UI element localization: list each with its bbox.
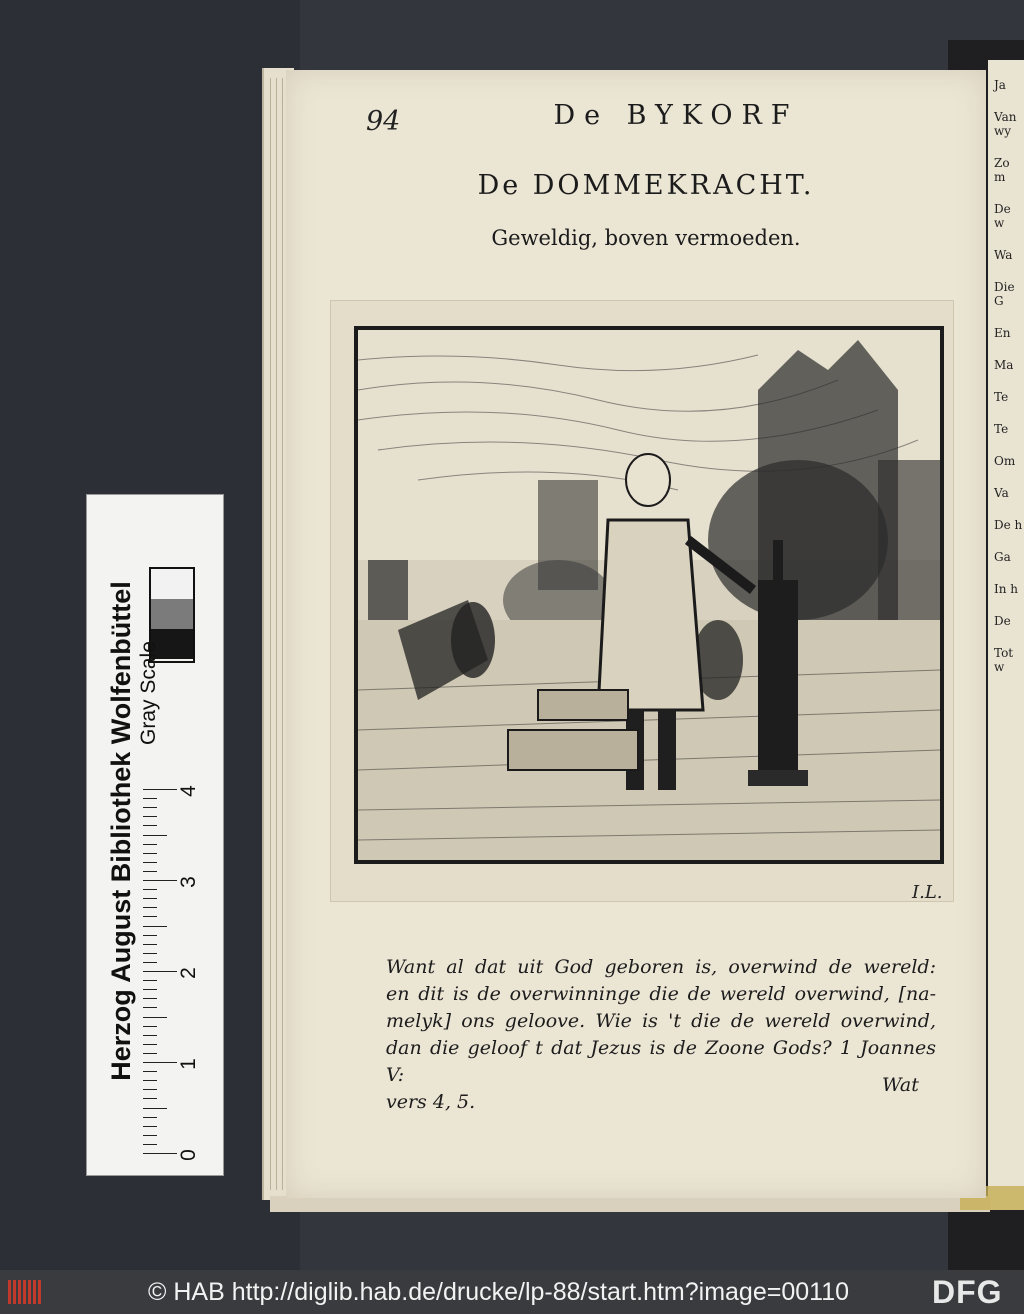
ruler-tick — [143, 871, 157, 872]
ruler-tick — [143, 816, 157, 817]
ruler-tick — [143, 980, 157, 981]
scale-number: 1 — [176, 1058, 200, 1070]
ruler-tick — [143, 935, 157, 936]
ruler-tick — [143, 1098, 157, 1099]
hab-logo-bar — [33, 1280, 36, 1304]
engraver-signature: I.L. — [912, 882, 943, 903]
facing-page-fragment — [988, 60, 1024, 1210]
ruler-tick — [143, 807, 157, 808]
ruler-tick — [143, 962, 157, 963]
hab-logo-bar — [38, 1280, 41, 1304]
page-number: 94 — [366, 106, 401, 137]
institution-name: Herzog August Bibliothek Wolfenbüttel — [106, 581, 136, 1081]
facing-page-word: Wa — [994, 248, 1013, 262]
facing-page-word: De h — [994, 518, 1023, 532]
engraving-illustration — [354, 326, 944, 864]
page-bottom-edge — [270, 1196, 990, 1212]
ruler-tick — [143, 880, 177, 881]
facing-page-word: En — [994, 326, 1011, 340]
ruler-tick — [143, 1108, 167, 1109]
facing-page-word: Ga — [994, 550, 1011, 564]
ruler-ticks — [143, 771, 207, 1161]
facing-page-word: De — [994, 614, 1011, 628]
facing-page-word: De w — [994, 202, 1011, 230]
facing-page-word: Te — [994, 422, 1009, 436]
running-header: De BYKORF — [553, 100, 799, 131]
emblem-title: De DOMMEKRACHT. — [477, 170, 815, 201]
verse-line: dan die geloof t dat Jezus is de Zoone Gods? 1 Joannes V: — [386, 1037, 936, 1086]
swatch-gray — [151, 599, 193, 629]
hab-logo-bar — [18, 1280, 21, 1304]
ruler-tick — [143, 907, 157, 908]
ruler-tick — [143, 789, 177, 790]
ruler-tick — [143, 1126, 157, 1127]
ruler-tick — [143, 1071, 157, 1072]
ruler-tick — [143, 944, 157, 945]
hab-logo-bar — [8, 1280, 11, 1304]
ruler-tick — [143, 971, 177, 972]
verse-line: en dit is de overwinninge die de wereld overwind, [na- — [386, 983, 936, 1005]
ruler-tick — [143, 798, 157, 799]
ruler-tick — [143, 1117, 157, 1118]
footer-bar — [0, 1270, 1024, 1314]
ruler-tick — [143, 853, 157, 854]
hab-logo-bar — [28, 1280, 31, 1304]
facing-page-word: Va — [994, 486, 1009, 500]
dfg-logo: DFG — [932, 1274, 1003, 1310]
emblem-motto: Geweldig, boven vermoeden. — [491, 226, 801, 250]
ruler-tick — [143, 953, 157, 954]
ruler-tick — [143, 1026, 157, 1027]
ruler-tick — [143, 926, 167, 927]
ruler-tick — [143, 1007, 157, 1008]
verse-line: melyk] ons geloove. Wie is 't die de wereld overwind, — [386, 1010, 936, 1032]
hab-bars-icon — [8, 1278, 44, 1306]
scripture-verse — [386, 954, 936, 1116]
facing-page-word: Tot w — [994, 646, 1014, 674]
scale-number: 0 — [176, 1149, 200, 1161]
ruler-tick — [143, 1080, 157, 1081]
gray-scale-label: Gray Scale — [137, 641, 160, 745]
facing-page-word: Ja — [994, 78, 1006, 92]
scale-number: 2 — [176, 967, 200, 979]
ruler-tick — [143, 1053, 157, 1054]
facing-page-word: Die G — [994, 280, 1015, 308]
scale-ruler — [86, 494, 224, 1176]
ruler-tick — [143, 1062, 177, 1063]
facing-page-word: In h — [994, 582, 1019, 596]
scale-number: 3 — [176, 876, 200, 888]
facing-page-word: Zo m — [994, 156, 1010, 184]
ruler-tick — [143, 862, 157, 863]
verse-line: vers 4, 5. — [386, 1091, 476, 1113]
ruler-tick — [143, 916, 157, 917]
ruler-tick — [143, 898, 157, 899]
ruler-tick — [143, 1035, 157, 1036]
ruler-tick — [143, 1089, 157, 1090]
hab-logo-bar — [23, 1280, 26, 1304]
ruler-tick — [143, 889, 157, 890]
ruler-tick — [143, 1144, 157, 1145]
book-page — [286, 70, 986, 1198]
ruler-tick — [143, 1017, 167, 1018]
ruler-tick — [143, 844, 157, 845]
ruler-tick — [143, 835, 167, 836]
verse-line: Want al dat uit God geboren is, overwind de wereld: — [386, 956, 936, 978]
scale-number: 4 — [176, 785, 200, 797]
hab-logo-bar — [13, 1280, 16, 1304]
catchword: Wat — [882, 1074, 919, 1096]
ruler-tick — [143, 1044, 157, 1045]
ruler-tick — [143, 1135, 157, 1136]
facing-page-word: Om — [994, 454, 1016, 468]
ruler-tick — [143, 998, 157, 999]
ruler-tick — [143, 989, 157, 990]
swatch-white — [151, 569, 193, 599]
copyright-url: © HAB http://diglib.hab.de/drucke/lp-88/start.htm?image=00110 — [148, 1278, 850, 1306]
facing-page-word: Van wy — [994, 110, 1017, 138]
ruler-tick — [143, 1153, 177, 1154]
facing-page-word: Te — [994, 390, 1009, 404]
ruler-tick — [143, 825, 157, 826]
facing-page-word: Ma — [994, 358, 1014, 372]
